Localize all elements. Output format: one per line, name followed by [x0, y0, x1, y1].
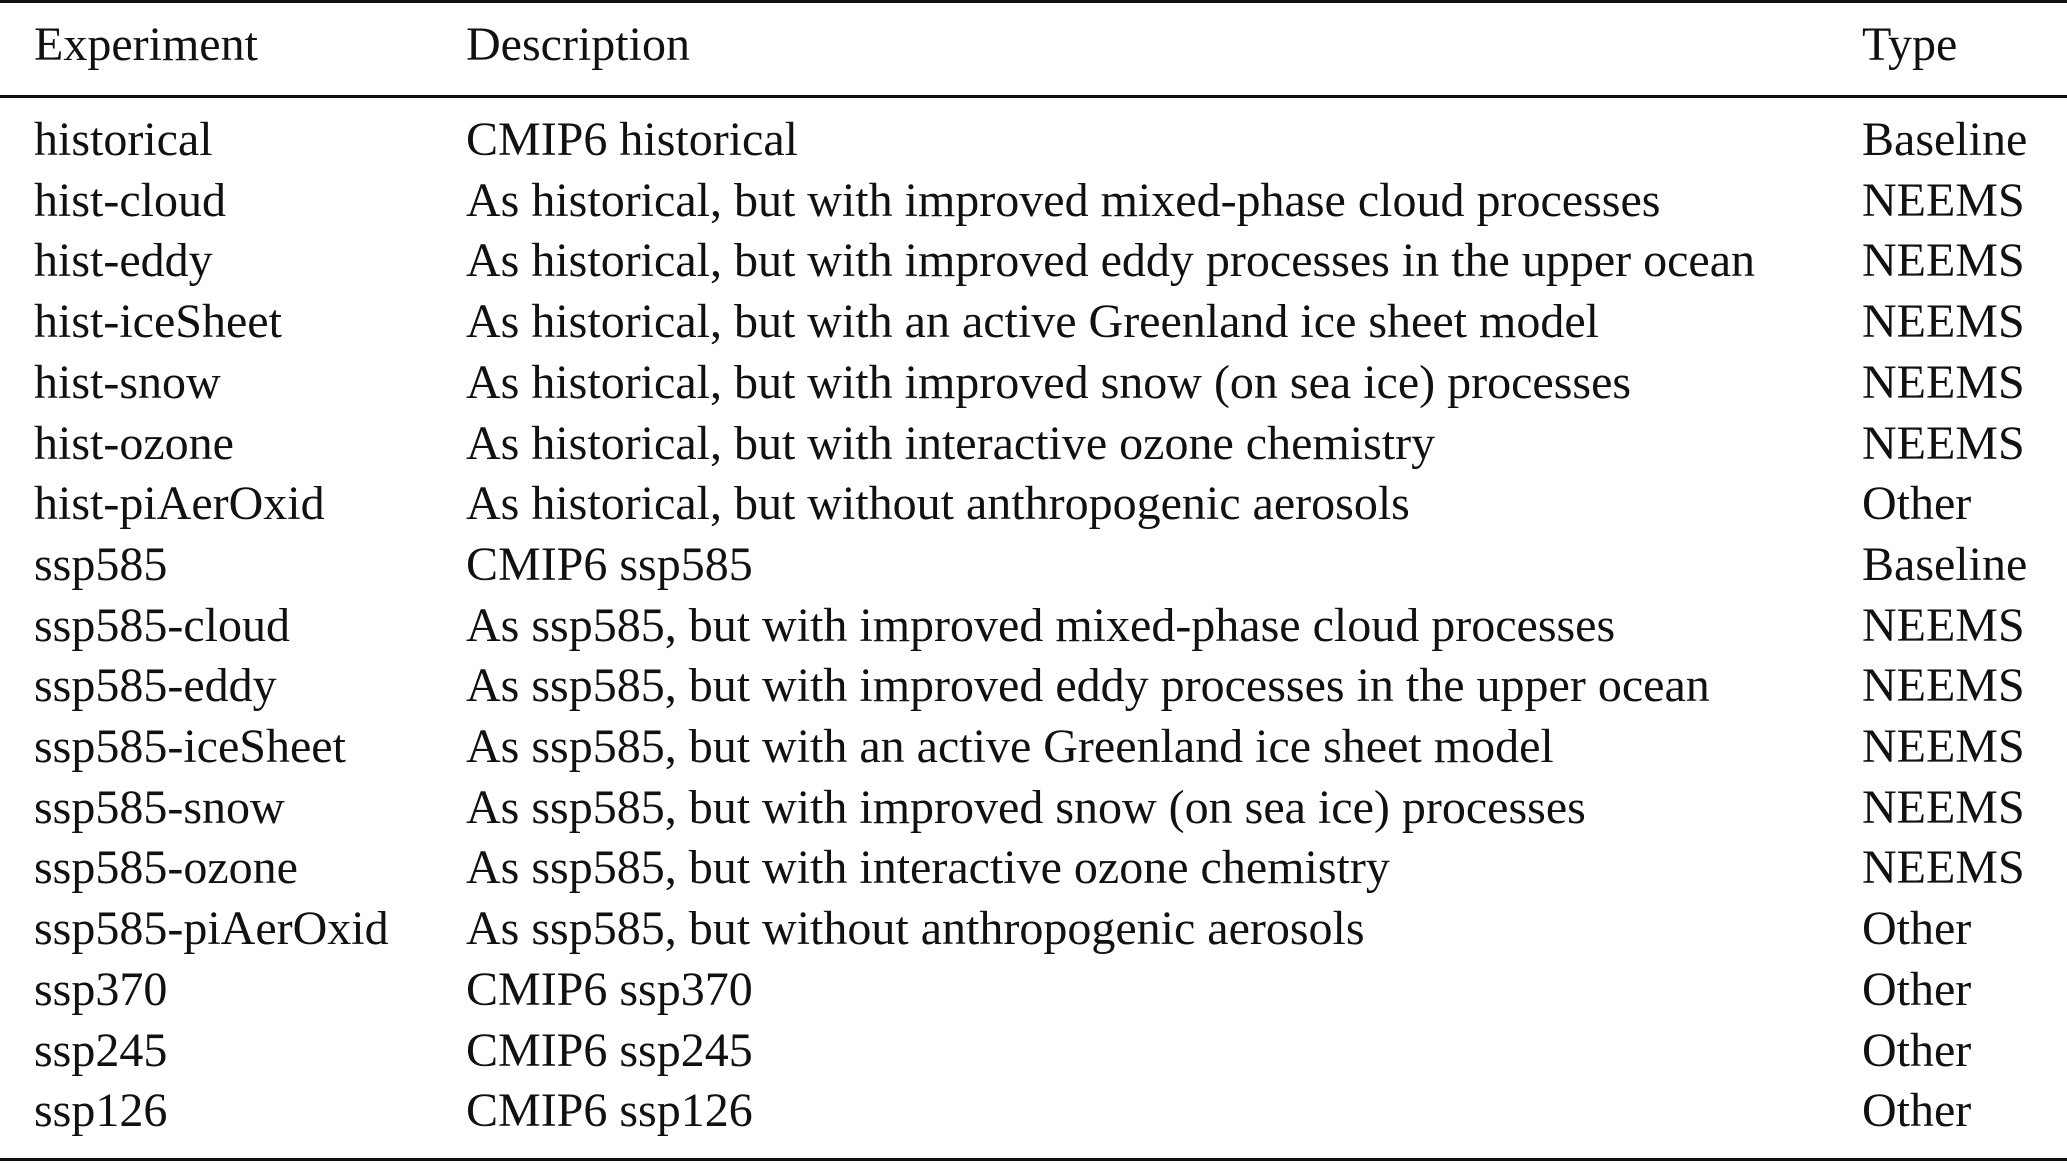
table-row — [0, 1021, 2067, 1081]
type-cell: Other — [1862, 902, 1972, 956]
table-row — [0, 656, 2067, 716]
description-cell: As historical, but with improved snow (on sea ice) processes — [466, 355, 1632, 409]
table-row — [0, 899, 2067, 959]
type-cell: Baseline — [1862, 113, 2028, 166]
header-type: Type — [1862, 18, 1958, 71]
table-row — [0, 292, 2067, 352]
experiment-cell: hist-ozone — [34, 416, 234, 470]
description-cell: As ssp585, but with interactive ozone chemistry — [466, 841, 1390, 895]
type-cell: Other — [1862, 1023, 1972, 1077]
experiment-cell: historical — [34, 113, 213, 166]
type-cell: NEEMS — [1862, 416, 2025, 470]
table-row — [0, 960, 2067, 1020]
header-description: Description — [466, 18, 690, 71]
experiment-cell: ssp585-cloud — [34, 598, 290, 652]
type-cell: Other — [1862, 477, 1972, 531]
description-cell: CMIP6 ssp370 — [466, 962, 753, 1016]
description-cell: CMIP6 historical — [466, 113, 798, 166]
type-cell: NEEMS — [1862, 295, 2025, 349]
table-row — [0, 171, 2067, 231]
description-cell: As historical, but with improved eddy processes in the upper ocean — [466, 234, 1756, 288]
type-cell: NEEMS — [1862, 780, 2025, 834]
type-cell: Other — [1862, 962, 1972, 1016]
experiment-cell: ssp126 — [34, 1084, 168, 1138]
type-cell: NEEMS — [1862, 234, 2025, 288]
experiment-cell: hist-snow — [34, 355, 221, 409]
type-cell: NEEMS — [1862, 659, 2025, 713]
experiment-cell: ssp585-piAerOxid — [34, 902, 389, 956]
table-row — [0, 838, 2067, 898]
description-cell: CMIP6 ssp126 — [466, 1084, 753, 1138]
type-cell: NEEMS — [1862, 355, 2025, 409]
table-row — [0, 717, 2067, 777]
experiment-cell: hist-cloud — [34, 173, 226, 227]
table-row — [0, 596, 2067, 656]
type-cell: Other — [1862, 1084, 1972, 1138]
table-row — [0, 778, 2067, 838]
header-experiment: Experiment — [34, 18, 258, 71]
type-cell: NEEMS — [1862, 841, 2025, 895]
table-row — [0, 474, 2067, 534]
table-row — [0, 535, 2067, 595]
description-cell: As historical, but with improved mixed-phase cloud processes — [466, 173, 1661, 227]
description-cell: As historical, but with interactive ozone chemistry — [466, 416, 1436, 470]
experiment-cell: ssp585-snow — [34, 780, 285, 834]
table-row — [0, 110, 2067, 170]
description-cell: As ssp585, but with improved mixed-phase cloud processes — [466, 598, 1616, 652]
table-row — [0, 414, 2067, 474]
experiment-cell: hist-piAerOxid — [34, 477, 325, 531]
description-cell: As historical, but with an active Greenland ice sheet model — [466, 295, 1599, 349]
description-cell: As ssp585, but without anthropogenic aerosols — [466, 902, 1365, 956]
table-row — [0, 231, 2067, 291]
type-cell: NEEMS — [1862, 598, 2025, 652]
experiment-cell: ssp585 — [34, 537, 168, 591]
description-cell: CMIP6 ssp585 — [466, 537, 753, 591]
table-row — [0, 1081, 2067, 1141]
experiment-cell: hist-iceSheet — [34, 295, 282, 349]
experiment-cell: ssp370 — [34, 962, 168, 1016]
experiment-cell: ssp245 — [34, 1023, 168, 1077]
table-bottom-rule — [0, 1158, 2067, 1161]
experiment-cell: ssp585-eddy — [34, 659, 277, 713]
description-cell: CMIP6 ssp245 — [466, 1023, 753, 1077]
experiment-cell: ssp585-iceSheet — [34, 720, 346, 773]
type-cell: NEEMS — [1862, 173, 2025, 227]
experiment-cell: ssp585-ozone — [34, 841, 298, 895]
description-cell: As historical, but without anthropogenic aerosols — [466, 477, 1410, 531]
description-cell: As ssp585, but with an active Greenland ice sheet model — [466, 720, 1554, 773]
description-cell: As ssp585, but with improved eddy processes in the upper ocean — [466, 659, 1710, 713]
type-cell: NEEMS — [1862, 720, 2025, 773]
table-row — [0, 353, 2067, 413]
description-cell: As ssp585, but with improved snow (on sea ice) processes — [466, 780, 1586, 834]
type-cell: Baseline — [1862, 537, 2028, 591]
experiment-cell: hist-eddy — [34, 234, 213, 288]
